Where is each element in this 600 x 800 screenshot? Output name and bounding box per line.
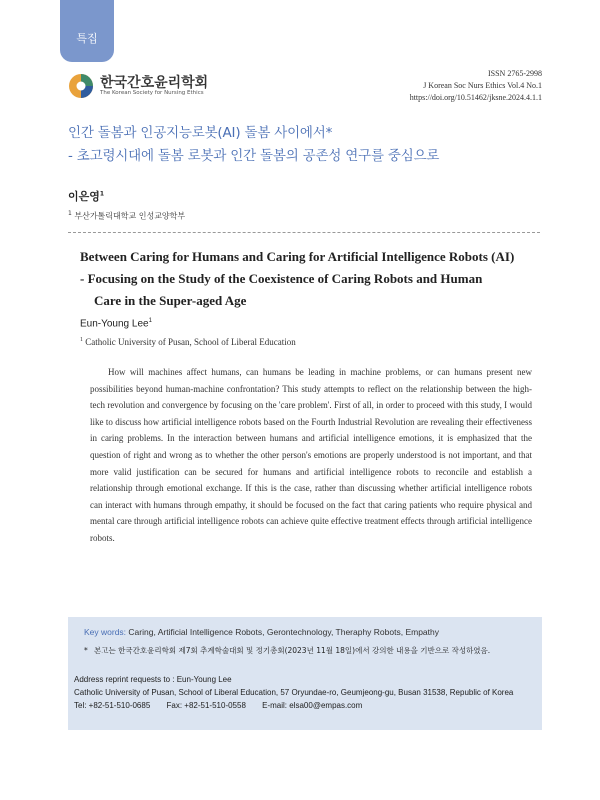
fax: Fax: +82-51-510-0558: [166, 701, 246, 710]
issn: ISSN 2765-2998: [487, 69, 542, 78]
english-author-name: Eun-Young Lee: [80, 318, 149, 330]
section-tab: 특집: [60, 0, 114, 62]
english-title-line2: - Focusing on the Study of the Coexistence of Caring Robots and Human: [80, 271, 483, 286]
english-title-line1: Between Caring for Humans and Caring for Artificial Intelligence Robots (AI): [80, 249, 515, 264]
korean-affil-text: 부산가톨릭대학교 인성교양학부: [74, 211, 186, 221]
english-title: [80, 246, 540, 312]
korean-affil-sup: 1: [68, 210, 72, 217]
english-title-line3: Care in the Super-aged Age: [94, 293, 247, 308]
footnote-text: 본고는 한국간호윤리학회 제7회 추계학술대회 및 정기총회(2023년 11월 18일)에서 강의한 내용을 기반으로 작성하였음.: [94, 646, 491, 655]
footer-box: [68, 617, 542, 730]
society-name-kr: 한국간호윤리학회: [100, 75, 209, 91]
korean-title-line2: - 초고령시대에 돌봄 로봇과 인간 돌봄의 공존성 연구를 중심으로: [68, 148, 440, 164]
keywords-text: Caring, Artificial Intelligence Robots, Gerontechnology, Theraphy Robots, Empathy: [128, 627, 439, 637]
section-divider: [68, 232, 540, 233]
english-author-sup: 1: [148, 318, 152, 324]
abstract: How will machines affect humans, can humans be leading in machine problems, or can humans present new possibilities beyond human-machine confrontation? This study attempts to reflect on the relationship between the high-tech revolution and convergence by focusing on the 'care problem'. First of all, in order to proceed with this study, I would like to discuss how artificial intelligence robots based on the Fourth Industrial Revolution are revealing their effectiveness in caring problems. In the interaction between humans and artificial intelligence emotions, it is emphasized that the question of right and wrong as to whether the other person's emotions are properly understood is not important, and that more valid justification can be secured for humans and artificial intelligence robots to reconcile and establish a relationship through emotional exchange. If this is the case, rather than discussing whether artificial intelligence robots can interact with humans through empathy, it should be focused on the fact that caring patients who require physical and mental care through artificial intelligence robots can achieve quite effective treatment effects through artificial intelligence robots.: [90, 367, 532, 543]
korean-affiliation: [68, 210, 185, 222]
korean-title-line1: 인간 돌봄과 인공지능로봇(AI) 돌봄 사이에서*: [68, 125, 333, 141]
doi-link[interactable]: https://doi.org/10.51462/jksne.2024.4.1.1: [409, 93, 542, 102]
korean-author: [68, 188, 104, 204]
footnote-star: *: [84, 646, 88, 655]
keywords: [84, 627, 439, 637]
correspondence: [74, 673, 540, 712]
society-logo: [68, 72, 228, 102]
email-link[interactable]: E-mail: elsa00@empas.com: [262, 701, 363, 710]
address-label: Address reprint requests to : Eun-Young Lee: [74, 675, 232, 684]
english-affil-sup: 1: [80, 337, 83, 343]
keywords-label: Key words:: [84, 627, 127, 637]
journal-citation: J Korean Soc Nurs Ethics Vol.4 No.1: [423, 81, 542, 90]
contact-line: [74, 699, 540, 712]
english-affil-text: Catholic University of Pusan, School of Liberal Education: [85, 337, 296, 347]
journal-meta: [410, 68, 542, 104]
korean-author-name: 이은영: [68, 190, 100, 203]
english-affiliation: [80, 337, 296, 347]
footnote: [84, 645, 534, 657]
society-name-en: The Korean Society for Nursing Ethics: [100, 90, 204, 96]
address-text: Catholic University of Pusan, School of Liberal Education, 57 Oryundae-ro, Geumjeong-gu, Busan 31538, Republic of Korea: [74, 688, 514, 697]
english-author: [80, 318, 152, 329]
society-emblem-icon: [68, 73, 94, 99]
korean-author-sup: 1: [99, 190, 105, 198]
korean-title: [68, 122, 548, 168]
tel: Tel: +82-51-510-0685: [74, 701, 151, 710]
